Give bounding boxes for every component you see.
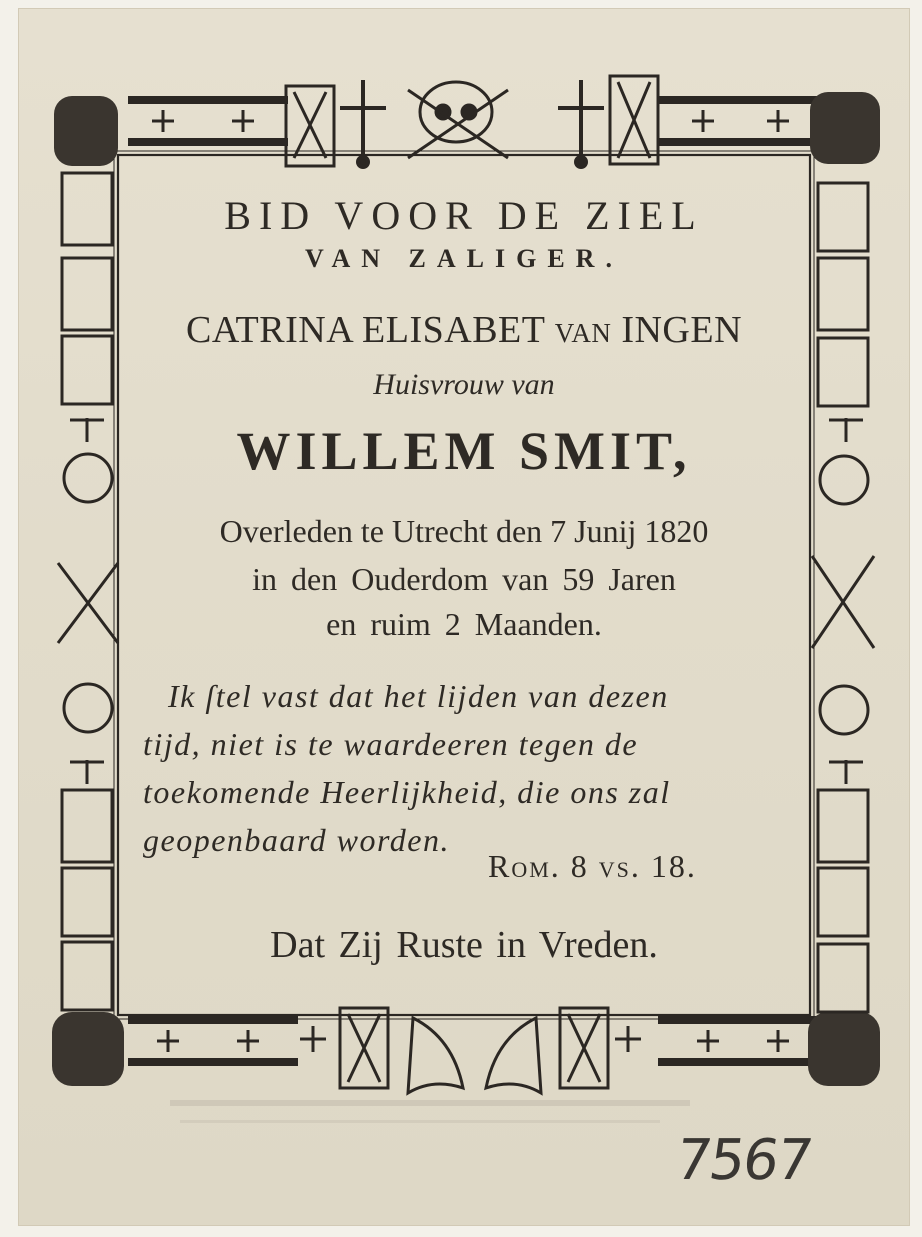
- deceased-name-ingen: INGEN: [621, 309, 743, 351]
- verse-line-1: Ik ſtel vast dat het lijden van dezen: [168, 678, 669, 714]
- verse-line-4: geopenbaard worden.: [143, 822, 450, 858]
- death-line-2: in den Ouderdom van 59 Jaren: [252, 561, 676, 597]
- death-line-3: en ruim 2 Maanden.: [326, 606, 602, 642]
- skull-crossbones-icon: [408, 82, 508, 158]
- deceased-name-main: CATRINA ELISABET: [185, 309, 545, 351]
- scripture-citation: Rom. 8 vs. 18.: [488, 848, 697, 884]
- verse-line-3: toekomende Heerlijkheid, die ons zal: [143, 774, 671, 810]
- spouse-name: WILLEM SMIT,: [236, 421, 692, 481]
- closing-prayer: Dat Zij Ruste in Vreden.: [270, 924, 658, 966]
- deceased-name: [18, 308, 910, 352]
- relation-label: Huisvrouw van: [373, 368, 555, 401]
- death-line-1: Overleden te Utrecht den 7 Junij 1820: [219, 513, 709, 549]
- handwritten-inventory-number: 7567: [671, 1128, 816, 1193]
- heading-line-1: BID VOOR DE ZIEL: [224, 193, 704, 238]
- bleed-through-text: [130, 1082, 770, 1123]
- scripture-verse: [143, 672, 793, 864]
- verse-line-2: tijd, niet is te waardeeren tegen de: [143, 726, 639, 762]
- heading-line-2: VAN ZALIGER.: [305, 244, 623, 273]
- deceased-name-van: van: [554, 309, 612, 351]
- memorial-card: [18, 8, 910, 1226]
